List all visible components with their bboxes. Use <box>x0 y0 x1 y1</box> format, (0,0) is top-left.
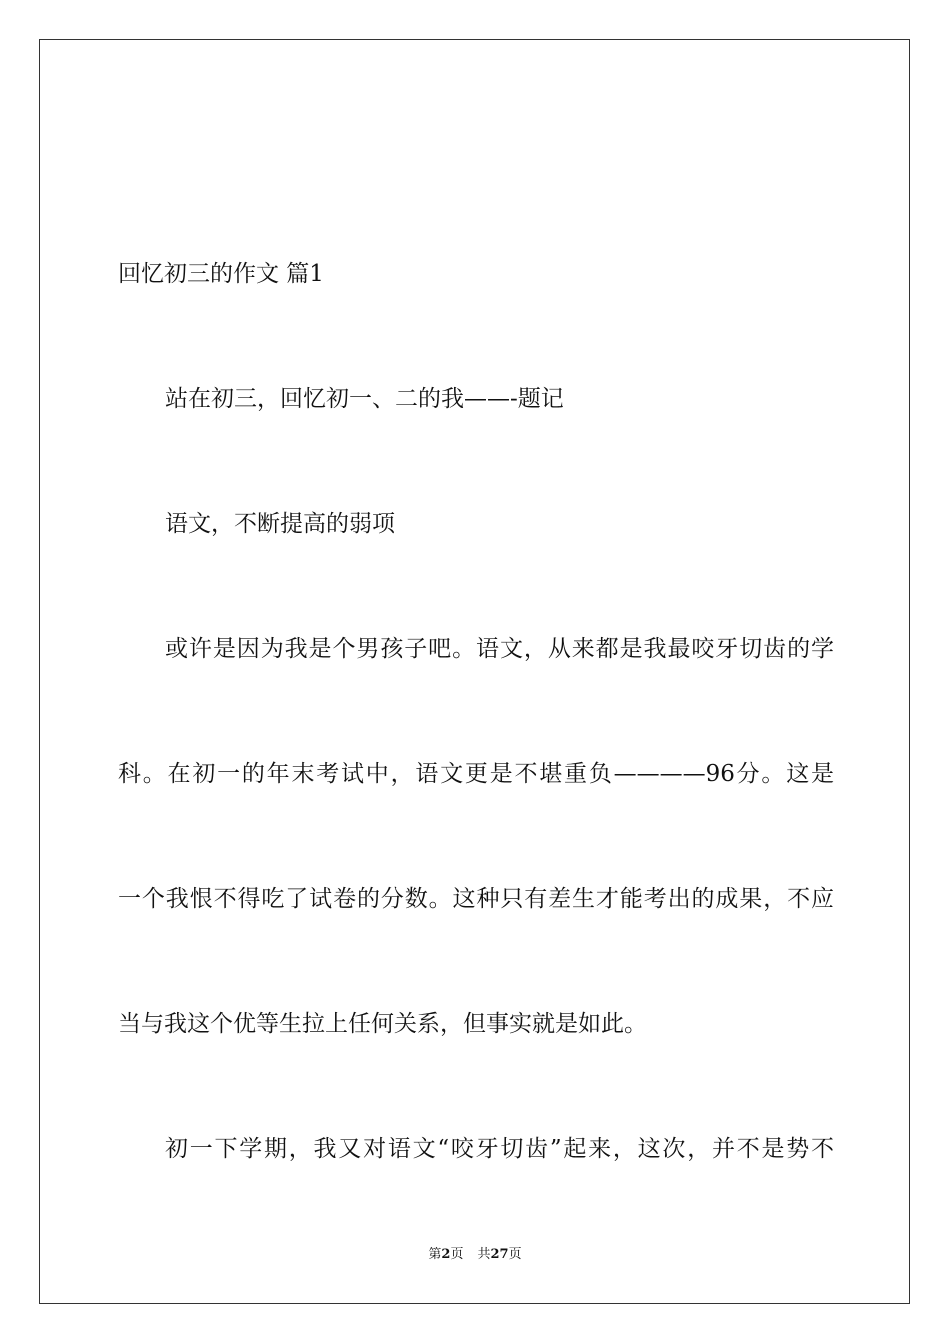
epigraph-line: 站在初三，回忆初一、二的我——-题记 <box>165 386 564 412</box>
footer-page-total: 27 <box>490 1247 509 1262</box>
page-border <box>39 39 910 1304</box>
footer-page-suffix: 页 <box>450 1247 464 1262</box>
page-footer <box>0 1246 950 1264</box>
footer-total-prefix: 共 <box>477 1247 491 1262</box>
footer-page-current: 2 <box>441 1247 451 1262</box>
footer-total-suffix: 页 <box>508 1247 522 1262</box>
body-line-2: 科。在初一的年末考试中，语文更是不堪重负————96分。这是 <box>118 761 834 787</box>
section-heading: 语文，不断提高的弱项 <box>165 511 395 537</box>
body-line-5: 初一下学期，我又对语文“咬牙切齿”起来，这次，并不是势不 <box>165 1136 834 1162</box>
footer-page-prefix: 第 <box>428 1247 442 1262</box>
body-line-1: 或许是因为我是个男孩子吧。语文，从来都是我最咬牙切齿的学 <box>165 636 834 662</box>
body-line-3: 一个我恨不得吃了试卷的分数。这种只有差生才能考出的成果，不应 <box>118 886 834 912</box>
body-line-4: 当与我这个优等生拉上任何关系，但事实就是如此。 <box>118 1011 647 1037</box>
document-title: 回忆初三的作文 篇1 <box>118 261 324 287</box>
